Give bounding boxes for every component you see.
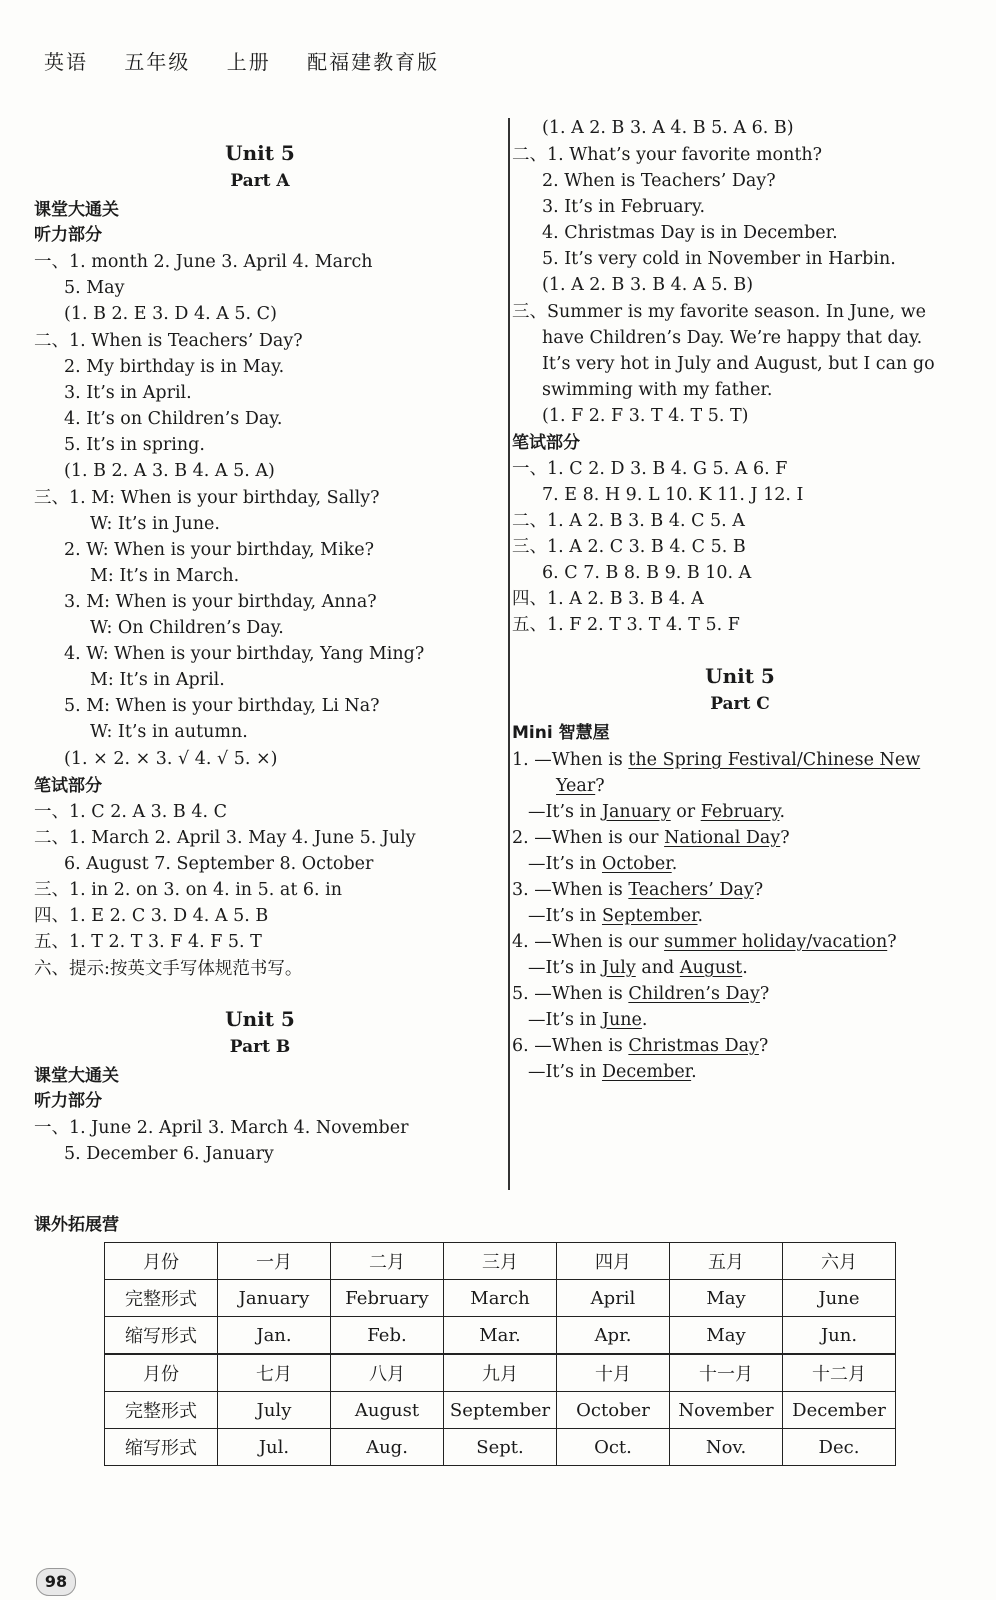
answer-line: M: It’s in April.: [90, 670, 225, 690]
mini-q5: 5. —When is Children’s Day?: [512, 984, 770, 1004]
mini-a1: —It’s in January or February.: [528, 802, 786, 822]
answer-line: 5. M: When is your birthday, Li Na?: [64, 696, 380, 716]
answer-line: 6. C 7. B 8. B 9. B 10. A: [542, 563, 752, 583]
answer-line: (1. A 2. B 3. A 4. B 5. A 6. B): [542, 118, 794, 138]
table-cell: 七月: [218, 1354, 331, 1392]
table-row: [105, 1243, 896, 1280]
mini-a3: —It’s in September.: [528, 906, 704, 926]
unit-title-b: Unit 5: [225, 1007, 295, 1031]
table-cell: September: [444, 1392, 557, 1429]
answer-line: 2. W: When is your birthday, Mike?: [64, 540, 375, 560]
mini-a4: —It’s in July and August.: [528, 958, 748, 978]
mini-a5: —It’s in June.: [528, 1010, 648, 1030]
table-cell: March: [444, 1280, 557, 1317]
table-cell: 四月: [557, 1243, 670, 1280]
answer-line: 五、1. T 2. T 3. F 4. F 5. T: [34, 932, 262, 952]
section-heading: 笔试部分: [512, 433, 580, 453]
row-header-cell: 完整形式: [105, 1392, 218, 1429]
table-cell: December: [783, 1392, 896, 1429]
table-cell: Mar.: [444, 1317, 557, 1355]
page-number: 98: [36, 1568, 76, 1596]
table-row: [105, 1317, 896, 1355]
answer-line: 5. It’s very cold in November in Harbin.: [542, 249, 896, 269]
unit-title-c: Unit 5: [705, 664, 775, 688]
unit-title-a: Unit 5: [225, 141, 295, 165]
answer-line: 4. Christmas Day is in December.: [542, 223, 838, 243]
table-cell: October: [557, 1392, 670, 1429]
table-cell: Jul.: [218, 1429, 331, 1466]
answer-line: 5. May: [64, 278, 125, 298]
table-cell: 三月: [444, 1243, 557, 1280]
answer-line: W: It’s in autumn.: [90, 722, 248, 742]
answer-line: 二、1. A 2. B 3. B 4. C 5. A: [512, 511, 745, 531]
section-heading: 笔试部分: [34, 776, 102, 796]
answer-line: 二、1. When is Teachers’ Day?: [34, 331, 303, 351]
answer-line: (1. F 2. F 3. T 4. T 5. T): [542, 406, 749, 426]
answer-line: (1. B 2. E 3. D 4. A 5. C): [64, 304, 277, 324]
answer-line: (1. B 2. A 3. B 4. A 5. A): [64, 461, 275, 481]
row-header-cell: 缩写形式: [105, 1317, 218, 1355]
mini-q2: 2. —When is our National Day?: [512, 828, 790, 848]
answer-line: 4. It’s on Children’s Day.: [64, 409, 283, 429]
table-cell: Dec.: [783, 1429, 896, 1466]
answer-line: 一、1. C 2. A 3. B 4. C: [34, 802, 228, 822]
answer-line: 六、提示:按英文手写体规范书写。: [34, 959, 303, 979]
answer-line: 二、1. March 2. April 3. May 4. June 5. July: [34, 828, 416, 848]
table-cell: Aug.: [331, 1429, 444, 1466]
mini-q6: 6. —When is Christmas Day?: [512, 1036, 769, 1056]
answer-line: 一、1. month 2. June 3. April 4. March: [34, 252, 373, 272]
table-cell: Feb.: [331, 1317, 444, 1355]
mini-a2: —It’s in October.: [528, 854, 678, 874]
section-heading: 听力部分: [34, 225, 102, 245]
answer-line: It’s very hot in July and August, but I can go: [542, 354, 935, 374]
table-cell: 十二月: [783, 1354, 896, 1392]
mini-q3: 3. —When is Teachers’ Day?: [512, 880, 764, 900]
answer-line: 三、1. A 2. C 3. B 4. C 5. B: [512, 537, 746, 557]
table-cell: 九月: [444, 1354, 557, 1392]
answer-line: 6. August 7. September 8. October: [64, 854, 374, 874]
mini-q4: 4. —When is our summer holiday/vacation?: [512, 932, 897, 952]
answer-line: 三、1. M: When is your birthday, Sally?: [34, 488, 380, 508]
table-cell: 十月: [557, 1354, 670, 1392]
table-row: [105, 1392, 896, 1429]
table-cell: 十一月: [670, 1354, 783, 1392]
table-cell: Jan.: [218, 1317, 331, 1355]
page-header: [44, 46, 467, 75]
part-title-b: Part B: [229, 1037, 291, 1057]
section-heading: 课堂大通关: [34, 200, 119, 220]
mini-a6: —It’s in December.: [528, 1062, 697, 1082]
answer-line: 4. W: When is your birthday, Yang Ming?: [64, 644, 425, 664]
answer-line: 一、1. C 2. D 3. B 4. G 5. A 6. F: [512, 459, 788, 479]
answer-line: 2. My birthday is in May.: [64, 357, 285, 377]
part-title-c: Part C: [710, 694, 770, 714]
table-cell: May: [670, 1317, 783, 1355]
answer-line: 二、1. What’s your favorite month?: [512, 145, 823, 165]
part-title-a: Part A: [230, 171, 290, 191]
row-header-cell: 月份: [105, 1354, 218, 1392]
table-cell: July: [218, 1392, 331, 1429]
table-cell: 二月: [331, 1243, 444, 1280]
table-row: [105, 1354, 896, 1392]
row-header-cell: 月份: [105, 1243, 218, 1280]
section-heading: 课堂大通关: [34, 1066, 119, 1086]
answer-line: 5. It’s in spring.: [64, 435, 205, 455]
answer-line: 五、1. F 2. T 3. T 4. T 5. F: [512, 615, 740, 635]
answer-line: 3. It’s in April.: [64, 383, 192, 403]
answer-line: 7. E 8. H 9. L 10. K 11. J 12. I: [542, 485, 804, 505]
header-grade: 五年级: [124, 50, 191, 74]
answer-line: 三、1. in 2. on 3. on 4. in 5. at 6. in: [34, 880, 343, 900]
table-cell: August: [331, 1392, 444, 1429]
table-cell: Sept.: [444, 1429, 557, 1466]
section-heading: Mini 智慧屋: [512, 723, 610, 743]
answer-line: M: It’s in March.: [90, 566, 240, 586]
table-cell: 一月: [218, 1243, 331, 1280]
table-cell: June: [783, 1280, 896, 1317]
answer-line: W: On Children’s Day.: [90, 618, 284, 638]
table-cell: 五月: [670, 1243, 783, 1280]
table-cell: Jun.: [783, 1317, 896, 1355]
table-cell: January: [218, 1280, 331, 1317]
answer-line: 四、1. A 2. B 3. B 4. A: [512, 589, 704, 609]
extension-heading: 课外拓展营: [34, 1215, 119, 1235]
answer-line: swimming with my father.: [542, 380, 773, 400]
table-cell: Oct.: [557, 1429, 670, 1466]
table-cell: 八月: [331, 1354, 444, 1392]
answer-line: W: It’s in June.: [90, 514, 220, 534]
months-table: [104, 1242, 896, 1466]
answer-line: 5. December 6. January: [64, 1144, 274, 1164]
answer-line: 三、Summer is my favorite season. In June, we: [512, 302, 926, 322]
answer-line: 3. It’s in February.: [542, 197, 706, 217]
header-volume: 上册: [226, 50, 271, 74]
mini-q1-cont: Year?: [556, 776, 605, 796]
answer-line: 3. M: When is your birthday, Anna?: [64, 592, 377, 612]
table-cell: Apr.: [557, 1317, 670, 1355]
table-cell: February: [331, 1280, 444, 1317]
answer-line: (1. × 2. × 3. √ 4. √ 5. ×): [64, 749, 278, 769]
answer-line: 四、1. E 2. C 3. D 4. A 5. B: [34, 906, 269, 926]
table-cell: November: [670, 1392, 783, 1429]
answer-line: have Children’s Day. We’re happy that day.: [542, 328, 923, 348]
table-row: [105, 1280, 896, 1317]
section-heading: 听力部分: [34, 1091, 102, 1111]
header-edition: 配福建教育版: [307, 50, 440, 74]
table-cell: 六月: [783, 1243, 896, 1280]
table-cell: Nov.: [670, 1429, 783, 1466]
answer-line: (1. A 2. B 3. B 4. A 5. B): [542, 275, 754, 295]
table-cell: April: [557, 1280, 670, 1317]
answer-line: 2. When is Teachers’ Day?: [542, 171, 776, 191]
answer-line: 一、1. June 2. April 3. March 4. November: [34, 1118, 409, 1138]
column-divider: [508, 118, 510, 1190]
header-subject: 英语: [44, 50, 88, 74]
row-header-cell: 完整形式: [105, 1280, 218, 1317]
mini-q1: 1. —When is the Spring Festival/Chinese New: [512, 750, 921, 770]
table-cell: May: [670, 1280, 783, 1317]
row-header-cell: 缩写形式: [105, 1429, 218, 1466]
table-row: [105, 1429, 896, 1466]
